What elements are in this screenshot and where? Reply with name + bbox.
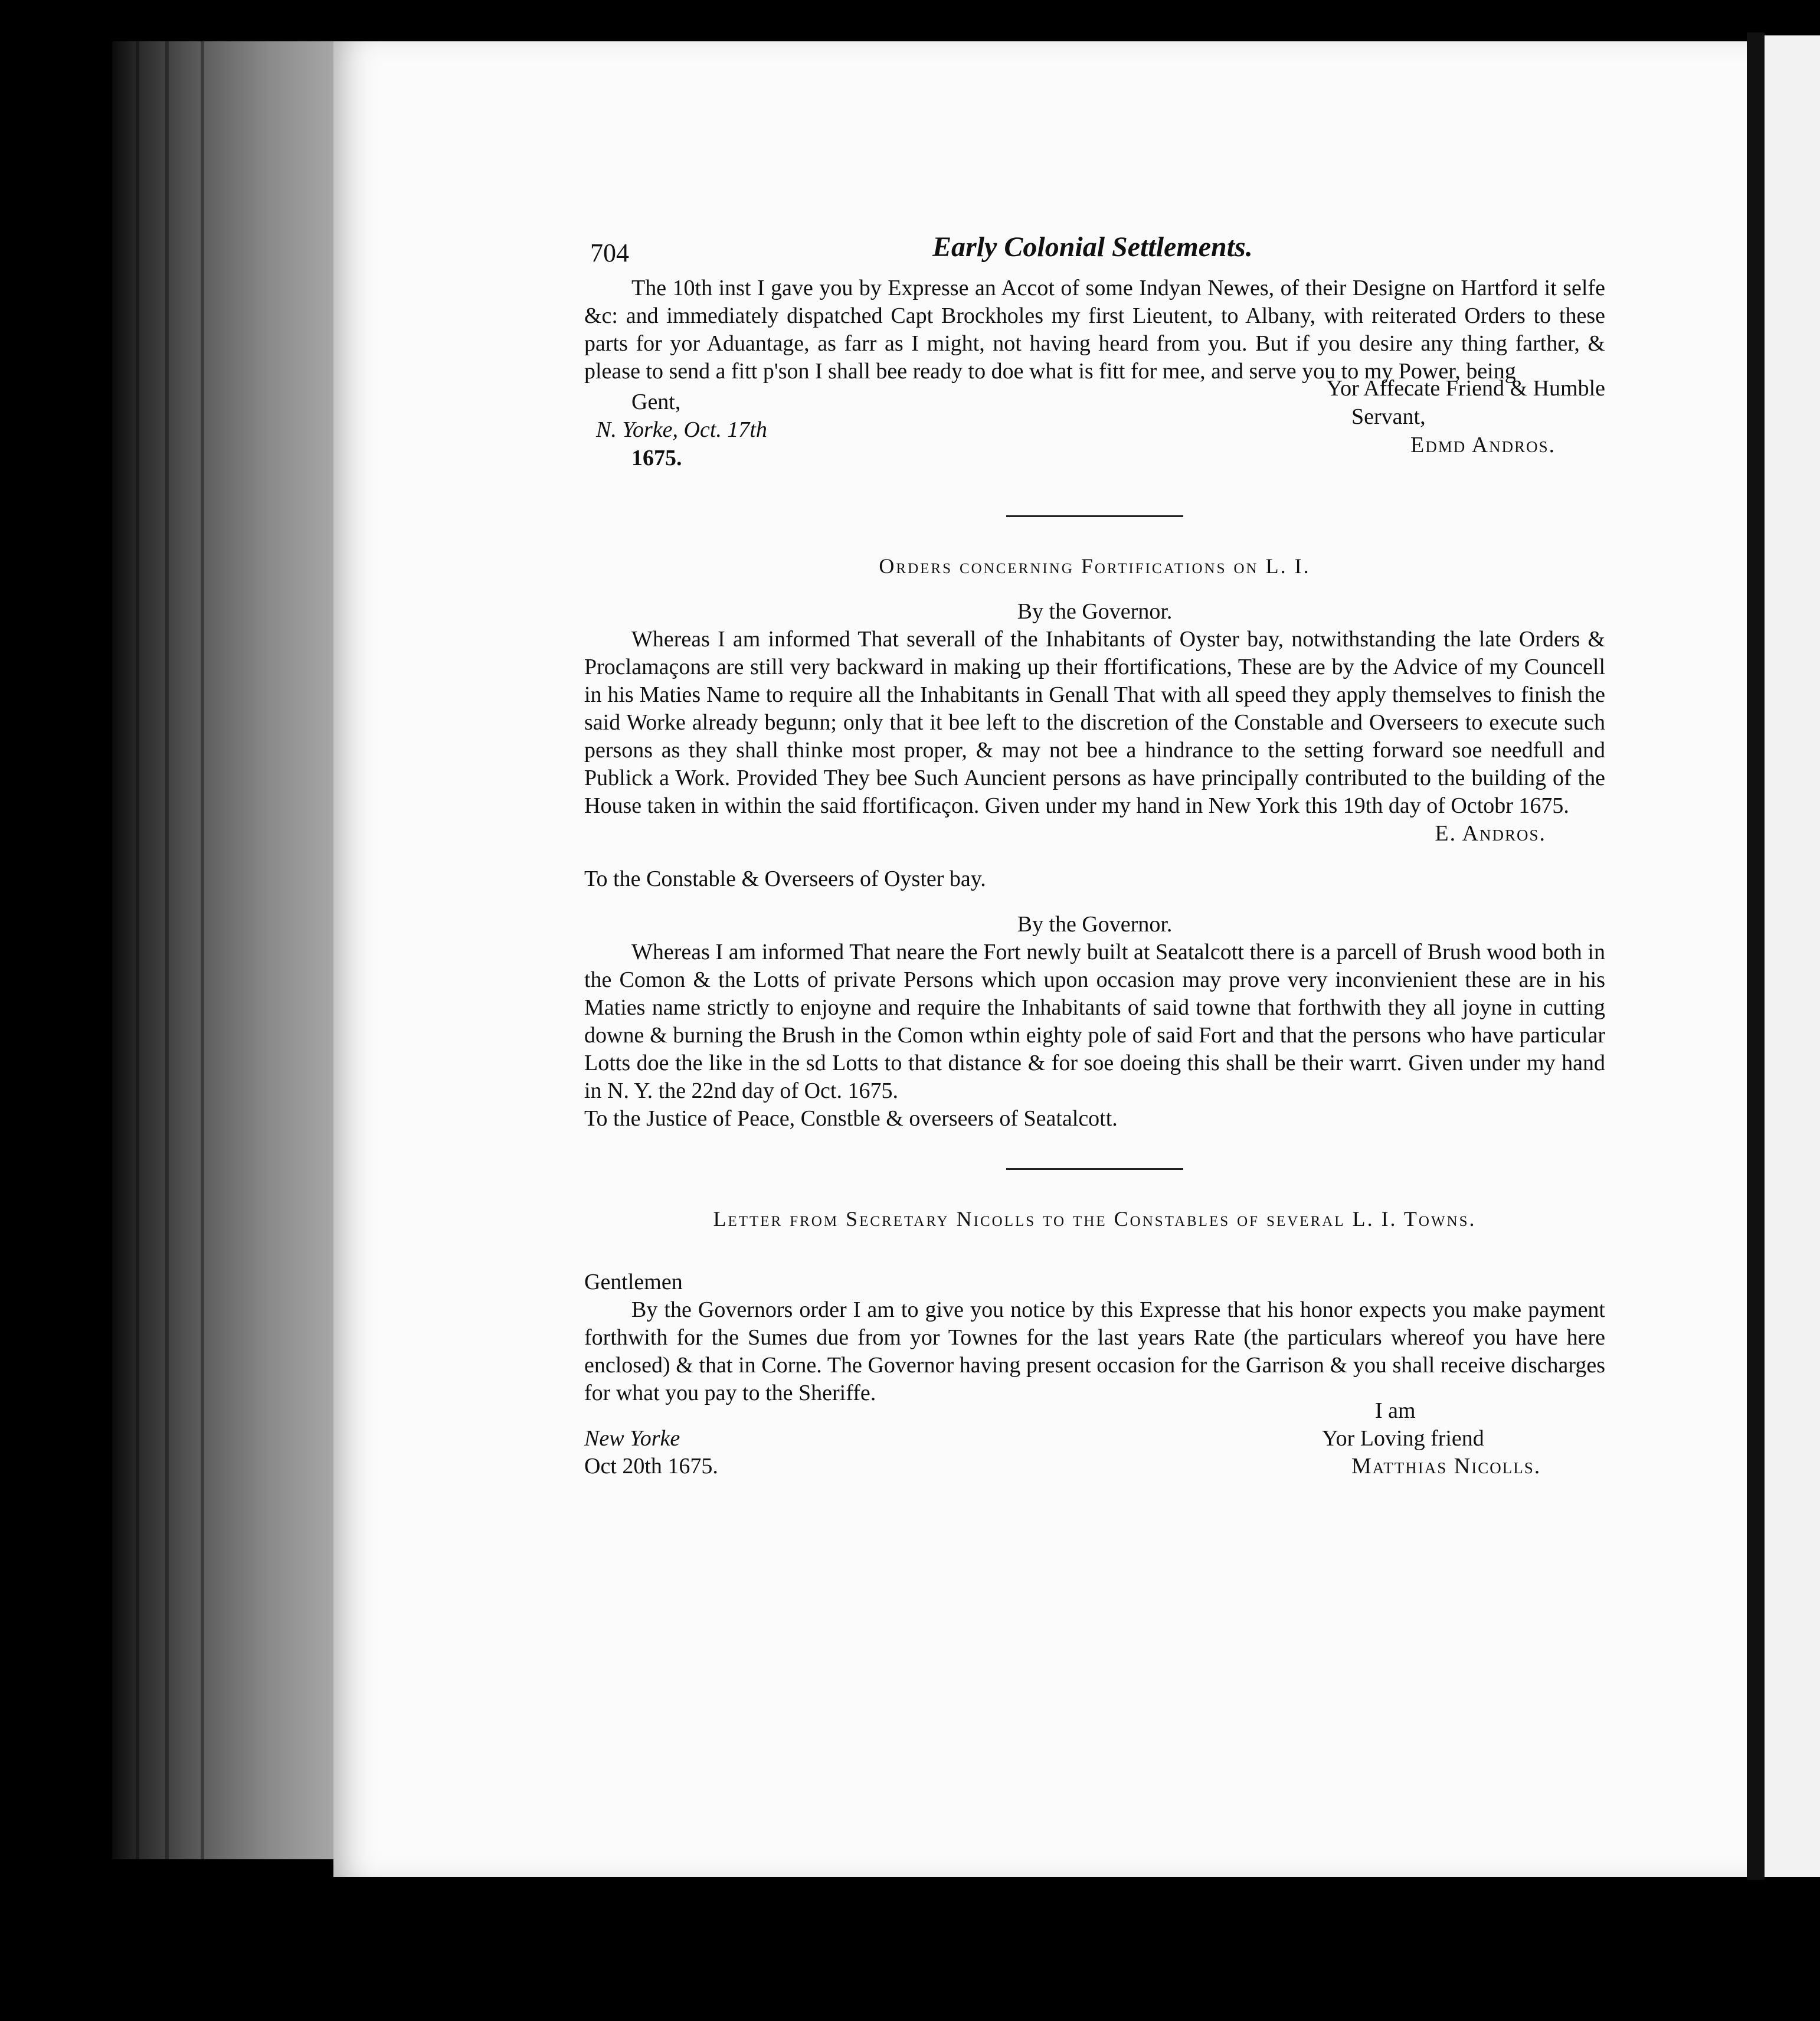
letter-closing-line-2: Servant, — [1351, 404, 1426, 429]
letter-closing — [584, 376, 1605, 498]
section-title-letter: Letter from Secretary Nicolls to the Constables of several L. I. Towns. — [713, 1207, 1477, 1231]
page-content — [584, 233, 1605, 1513]
facing-page-edge — [1747, 32, 1765, 1880]
letter2-closing-line-1: I am — [1375, 1398, 1416, 1423]
letter-salutation: Gent, — [631, 390, 681, 414]
by-the-governor-line: By the Governor. — [1017, 599, 1173, 624]
order-oyster-bay: Whereas I am informed That severall of the Inhabitants of Oyster bay, notwithstanding the late Orders & Proclamaçons are still very backward in making up their ffortifications, These are by the Advice of my Councell in his Maties Name to require all the Inhabitants in Genall That with all speed they apply themselves to finish the said Worke already begunn; only that it bee left to the discretion of the Constable and Overseers to execute such persons as they shall thinke most proper, & may not bee a hindrance to the setting forward soe needfull and Publick a Work. Provided They bee Such Auncient persons as have principally contributed to the building of the House taken in within the said ffortificaçon. Given under my hand in New York this 19th day of Octobr 1675. — [584, 627, 1605, 818]
order-signature: E. Andros. — [1435, 821, 1546, 846]
order-seatalcott: Whereas I am informed That neare the Fort newly built at Seatalcott there is a parcell of Brush wood both in the Comon & the Lotts of private Persons which upon occasion may prove very inconvienient these are in his Maties name strictly to enjoyne and require the Inhabitants of said towne that forthwith they all joyne in cutting downe & burning the Brush in the Comon wthin eighty pole of said Fort and that the persons who have particular Lotts doe the like in the sd Lotts to that distance & for soe doeing this shall be their warrt. Given under my hand in N. Y. the 22nd day of Oct. 1675. — [584, 940, 1605, 1103]
letter2-date: Oct 20th 1675. — [584, 1454, 718, 1479]
running-title: Early Colonial Settlements. — [932, 231, 1253, 263]
section-title-fortifications: Orders concerning Fortifications on L. I. — [879, 554, 1311, 578]
order-address-oyster-bay: To the Constable & Overseers of Oyster bay. — [584, 866, 986, 891]
letter2-salutation: Gentlemen — [584, 1270, 683, 1294]
book-binding-gutter — [112, 41, 336, 1859]
letter-body: The 10th inst I gave you by Expresse an Accot of some Indyan Newes, of their Designe on Hartford it selfe &c: and immediately dispatched Capt Brockholes my first Lieutent, to Albany, with reiterated Orders to these parts for yor Aduantage, as farr as I might, not having heard from you. But if you desire any thing farther, & please to send a fitt p'son I shall bee ready to doe what is fitt for mee, and serve you to my Power, being — [584, 276, 1605, 384]
letter2-place: New Yorke — [584, 1426, 680, 1451]
order-address-seatalcott: To the Justice of Peace, Constble & overseers of Seatalcott. — [584, 1106, 1118, 1131]
page-number: 704 — [590, 238, 629, 267]
letter-closing-line-1: Yor Affecate Friend & Humble — [1326, 376, 1605, 401]
letter2-body: By the Governors order I am to give you notice by this Expresse that his honor expects you make payment forthwith for the Sumes due from yor Townes for the last years Rate (the particulars whereof you have here enclosed) & that in Corne. The Governor having present occasion for the Garrison & you shall receive discharges for what you pay to the Sheriffe. — [584, 1297, 1605, 1405]
letter2-signature: Matthias Nicolls. — [1351, 1454, 1541, 1479]
letter2-closing — [584, 1398, 1605, 1513]
letter-year: 1675. — [631, 446, 682, 470]
facing-page — [1765, 35, 1820, 1877]
letter-signature: Edmd Andros. — [1410, 433, 1556, 457]
by-the-governor-line-2: By the Governor. — [1017, 912, 1173, 937]
section-divider — [1006, 515, 1183, 517]
section-divider-2 — [1006, 1168, 1183, 1170]
page-header — [584, 233, 1605, 274]
letter2-closing-line-2: Yor Loving friend — [1322, 1426, 1484, 1451]
letter-place-date: N. Yorke, Oct. 17th — [596, 417, 767, 442]
